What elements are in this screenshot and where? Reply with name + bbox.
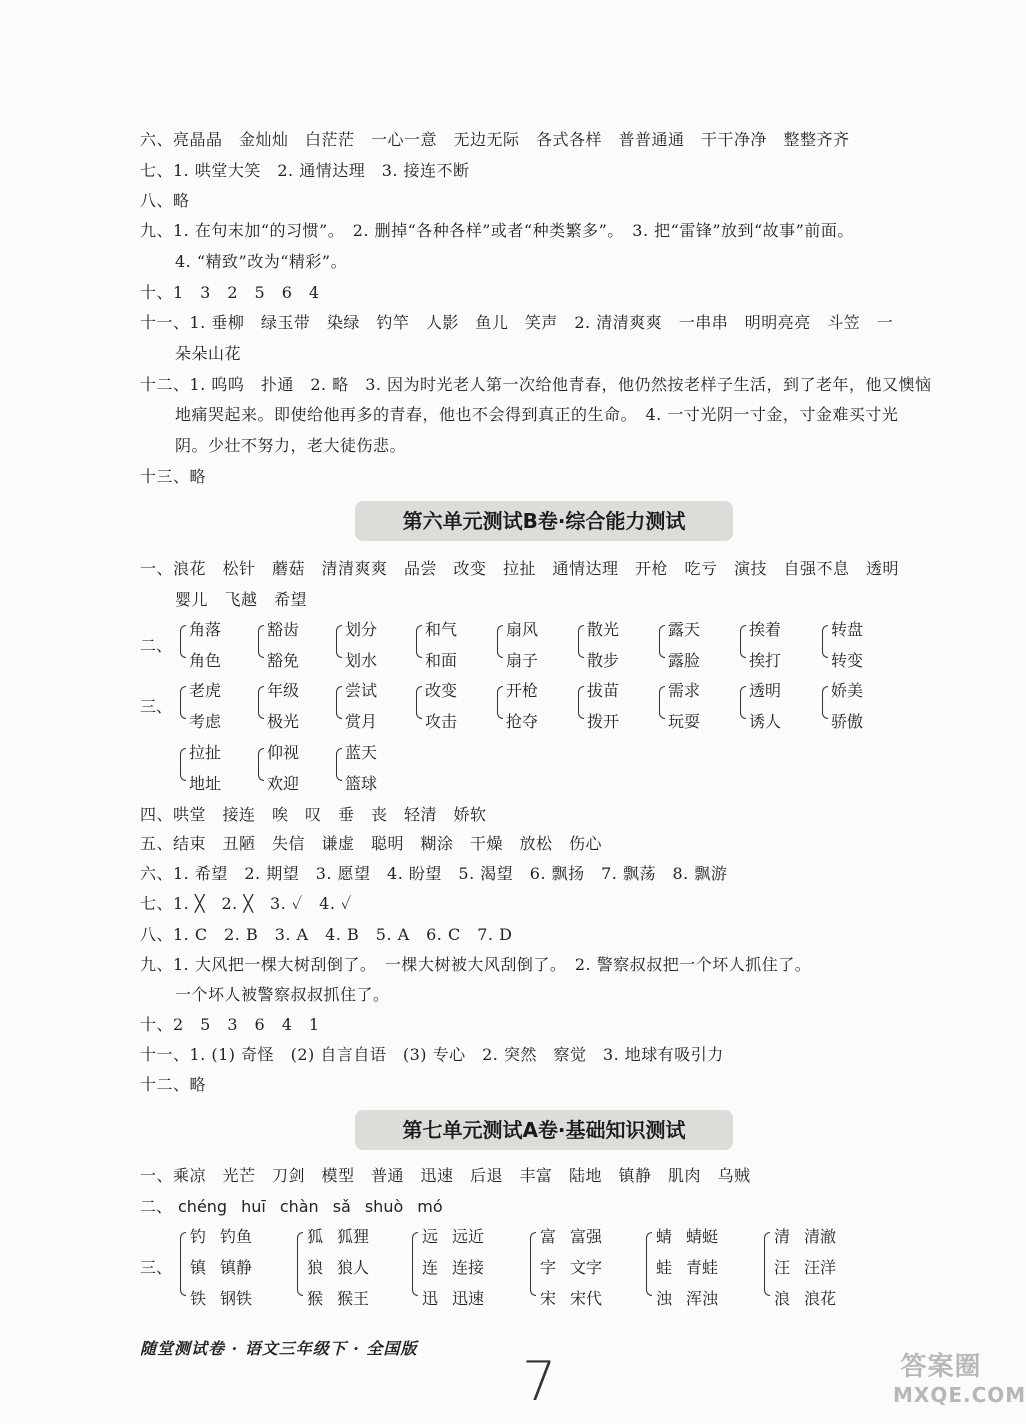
group-word: 猴王 <box>337 1289 370 1308</box>
pair-word: 攻击 <box>425 712 458 731</box>
group-word: 镇静 <box>220 1258 253 1277</box>
pair-word: 拨开 <box>587 712 620 731</box>
brace <box>578 686 584 719</box>
question-label: 三、 <box>140 697 173 716</box>
pair-word: 散步 <box>587 651 620 670</box>
answer-line: 4. “精致”改为“精彩”。 <box>175 252 348 271</box>
brace <box>336 748 342 781</box>
watermark-url: MXQE.COM <box>893 1383 1026 1407</box>
pair-word: 玩耍 <box>668 712 701 731</box>
pair-word: 和气 <box>425 620 458 639</box>
pair-word: 挨着 <box>749 620 782 639</box>
brace <box>258 625 264 658</box>
group-word: 汪洋 <box>804 1258 837 1277</box>
answer-line: 十二、略 <box>140 1075 207 1094</box>
pair-word: 改变 <box>425 681 458 700</box>
pinyin-syllable: huī <box>241 1197 266 1216</box>
brace <box>336 686 342 719</box>
pinyin-syllable: mó <box>417 1197 443 1216</box>
brace <box>578 625 584 658</box>
group-word: 狼人 <box>337 1258 370 1277</box>
pair-word: 露天 <box>668 620 701 639</box>
answer-line: 一、浪花 松针 蘑菇 清清爽爽 品尝 改变 拉扯 通情达理 开枪 吃亏 演技 自强不息 透明 <box>140 559 900 578</box>
brace <box>258 748 264 781</box>
group-char: 汪 <box>774 1258 791 1277</box>
footer-text: 随堂测试卷 · 语文三年级下 · 全国版 <box>140 1339 418 1358</box>
pinyin-syllable: chàn <box>279 1197 319 1216</box>
group-word: 蜻蜓 <box>686 1227 719 1246</box>
pair-word: 尝试 <box>345 681 378 700</box>
pinyin-syllable: chéng <box>178 1197 228 1216</box>
group-char: 宋 <box>540 1289 557 1308</box>
pair-word: 欢迎 <box>267 774 300 793</box>
answer-line: 十三、略 <box>140 467 207 486</box>
answer-line: 一个坏人被警察叔叔抓住了。 <box>175 985 390 1004</box>
brace <box>180 686 186 719</box>
brace <box>180 1232 186 1296</box>
brace <box>497 625 503 658</box>
pair-word: 考虑 <box>189 712 222 731</box>
answer-line: 一、乘凉 光芒 刀剑 模型 普通 迅速 后退 丰富 陆地 镇静 肌肉 乌贼 <box>140 1166 751 1185</box>
group-char: 铁 <box>190 1289 207 1308</box>
answer-line: 九、1. 大风把一棵大树刮倒了。 一棵大树被大风刮倒了。 2. 警察叔叔把一个坏人抓住了。 <box>140 955 812 974</box>
group-word: 宋代 <box>570 1289 603 1308</box>
group-char: 迅 <box>422 1289 439 1308</box>
brace <box>530 1232 536 1296</box>
brace <box>740 686 746 719</box>
pair-word: 透明 <box>749 681 782 700</box>
brace <box>764 1232 770 1296</box>
brace <box>659 625 665 658</box>
answer-line: 阴。少壮不努力，老大徒伤悲。 <box>175 436 407 455</box>
brace <box>180 748 186 781</box>
brace <box>336 625 342 658</box>
question-label: 二、 <box>140 1197 173 1216</box>
brace <box>497 686 503 719</box>
group-word: 远近 <box>452 1227 485 1246</box>
section-title: 第七单元测试A卷·基础知识测试 <box>355 1110 733 1150</box>
pinyin-syllable: sǎ <box>332 1197 351 1216</box>
group-char: 镇 <box>190 1258 207 1277</box>
pair-word: 角落 <box>189 620 222 639</box>
pair-word: 扇风 <box>506 620 539 639</box>
pair-word: 地址 <box>189 774 222 793</box>
group-word: 浪花 <box>804 1289 837 1308</box>
pair-word: 露脸 <box>668 651 701 670</box>
group-char: 字 <box>540 1258 557 1277</box>
group-char: 清 <box>774 1227 791 1246</box>
group-word: 文字 <box>570 1258 603 1277</box>
pair-word: 划水 <box>345 651 378 670</box>
pair-word: 开枪 <box>506 681 539 700</box>
pair-word: 需求 <box>668 681 701 700</box>
pair-word: 老虎 <box>189 681 222 700</box>
group-word: 钓鱼 <box>220 1227 253 1246</box>
question-label: 三、 <box>140 1258 173 1277</box>
group-char: 狐 <box>307 1227 324 1246</box>
answer-line: 九、1. 在句末加“的习惯”。 2. 删掉“各种各样”或者“种类繁多”。 3. 把“雷锋”放到“故事”前面。 <box>140 221 854 240</box>
group-word: 狐狸 <box>337 1227 370 1246</box>
group-word: 连接 <box>452 1258 485 1277</box>
group-char: 连 <box>422 1258 439 1277</box>
pair-word: 蓝天 <box>345 743 378 762</box>
answer-line: 婴儿 飞越 希望 <box>175 590 308 609</box>
brace <box>416 686 422 719</box>
brace <box>412 1232 418 1296</box>
answer-line: 六、亮晶晶 金灿灿 白茫茫 一心一意 无边无际 各式各样 普普通通 干干净净 整整齐齐 <box>140 130 850 149</box>
answer-line: 十一、1. 垂柳 绿玉带 染绿 钓竿 人影 鱼儿 笑声 2. 清清爽爽 一串串 明明亮亮 斗笠 一 <box>140 313 894 332</box>
pair-word: 转变 <box>831 651 864 670</box>
pair-word: 豁齿 <box>267 620 300 639</box>
group-char: 富 <box>540 1227 557 1246</box>
watermark <box>893 1346 1026 1416</box>
pair-word: 角色 <box>189 651 222 670</box>
group-word: 钢铁 <box>220 1289 253 1308</box>
pair-word: 极光 <box>267 712 300 731</box>
answer-line: 地痛哭起来。即使给他再多的青春，他也不会得到真正的生命。 4. 一寸光阴一寸金，寸金难买寸光 <box>175 405 899 424</box>
pinyin-line <box>178 1197 457 1217</box>
group-char: 浊 <box>656 1289 673 1308</box>
answer-line: 十一、1. (1) 奇怪 (2) 自言自语 (3) 专心 2. 突然 察觉 3. 地球有吸引力 <box>140 1045 724 1064</box>
question-label: 二、 <box>140 636 173 655</box>
brace <box>740 625 746 658</box>
group-char: 浪 <box>774 1289 791 1308</box>
group-char: 狼 <box>307 1258 324 1277</box>
brace <box>180 625 186 658</box>
answer-line: 七、1. 哄堂大笑 2. 通情达理 3. 接连不断 <box>140 161 470 180</box>
pair-word: 骄傲 <box>831 712 864 731</box>
section-title: 第六单元测试B卷·综合能力测试 <box>355 501 733 541</box>
answer-line: 五、结束 丑陋 失信 谦虚 聪明 糊涂 干燥 放松 伤心 <box>140 834 603 853</box>
pair-word: 娇美 <box>831 681 864 700</box>
pair-word: 挨打 <box>749 651 782 670</box>
group-word: 青蛙 <box>686 1258 719 1277</box>
pair-word: 赏月 <box>345 712 378 731</box>
brace <box>822 686 828 719</box>
pair-word: 划分 <box>345 620 378 639</box>
pair-word: 篮球 <box>345 774 378 793</box>
watermark-logo: 答案圈 <box>900 1352 982 1382</box>
pair-word: 年级 <box>267 681 300 700</box>
answer-line: 十、2 5 3 6 4 1 <box>140 1015 320 1034</box>
pair-word: 拔苗 <box>587 681 620 700</box>
brace <box>258 686 264 719</box>
answer-line: 四、哄堂 接连 唉 叹 垂 丧 轻清 娇软 <box>140 805 487 824</box>
pair-word: 抢夺 <box>506 712 539 731</box>
pair-word: 仰视 <box>267 743 300 762</box>
group-char: 远 <box>422 1227 439 1246</box>
group-char: 蜻 <box>656 1227 673 1246</box>
answer-line: 八、1. C 2. B 3. A 4. B 5. A 6. C 7. D <box>140 925 513 944</box>
answer-line: 朵朵山花 <box>175 344 242 363</box>
answer-line: 十、1 3 2 5 6 4 <box>140 283 320 302</box>
pinyin-syllable: shuò <box>364 1197 404 1216</box>
brace <box>416 625 422 658</box>
group-word: 迅速 <box>452 1289 485 1308</box>
group-char: 钓 <box>190 1227 207 1246</box>
answer-line: 十二、1. 呜呜 扑通 2. 略 3. 因为时光老人第一次给他青春，他仍然按老样子生活，到了老年，他又懊恼 <box>140 375 932 394</box>
answer-line: 七、1. ╳ 2. ╳ 3. ✓ 4. ✓ <box>140 894 352 913</box>
group-word: 富强 <box>570 1227 603 1246</box>
page-number: 7 <box>522 1350 557 1413</box>
pair-word: 和面 <box>425 651 458 670</box>
brace <box>822 625 828 658</box>
brace <box>297 1232 303 1296</box>
brace <box>646 1232 652 1296</box>
answer-line: 六、1. 希望 2. 期望 3. 愿望 4. 盼望 5. 渴望 6. 飘扬 7. 飘荡 8. 飘游 <box>140 864 728 883</box>
pair-word: 散光 <box>587 620 620 639</box>
pair-word: 诱人 <box>749 712 782 731</box>
pair-word: 豁免 <box>267 651 300 670</box>
group-char: 蛙 <box>656 1258 673 1277</box>
pair-word: 拉扯 <box>189 743 222 762</box>
group-word: 浑浊 <box>686 1289 719 1308</box>
pair-word: 扇子 <box>506 651 539 670</box>
brace <box>659 686 665 719</box>
group-char: 猴 <box>307 1289 324 1308</box>
group-word: 清澈 <box>804 1227 837 1246</box>
pair-word: 转盘 <box>831 620 864 639</box>
answer-line: 八、略 <box>140 191 190 210</box>
